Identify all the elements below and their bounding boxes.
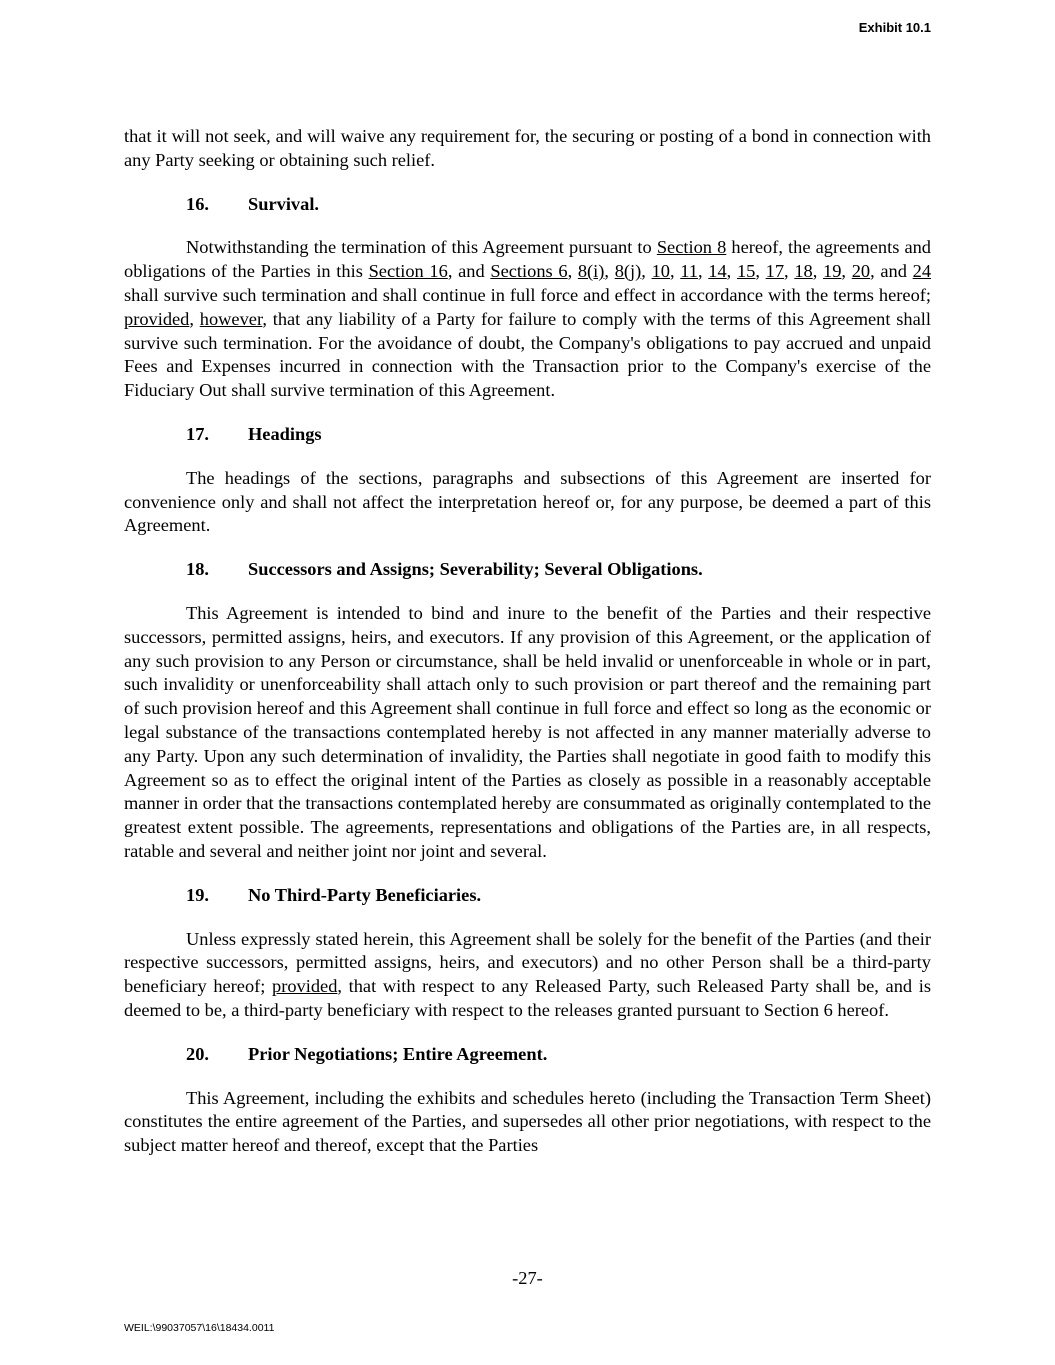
section-reference: Section 8 [656,237,727,258]
text-run: , and [870,261,913,282]
text-run: , [567,261,578,282]
section-title: No Third-Party Beneficiaries. [248,884,482,905]
section-title: Headings [248,423,322,444]
section-19-heading [186,884,931,908]
text-run: , [812,261,824,282]
text-run: , [669,261,681,282]
section-18-heading [186,558,931,582]
section-17-heading [186,423,931,447]
section-reference: 19 [823,261,842,282]
document-body [124,125,931,1178]
section-20-heading [186,1043,931,1067]
text-run: hereof, the agreements and obligations of the Parties in this [124,237,931,282]
section-number: 16. [186,193,209,214]
section-17-paragraph: The headings of the sections, paragraphs and subsections of this Agreement are inserted for convenience only and shall not affect the interpretation hereof or, for any purpose, be deemed a part of this Agreement. [124,467,931,536]
section-19-paragraph [124,928,931,1023]
section-number: 17. [186,423,209,444]
text-run: , [641,261,652,282]
section-number: 18. [186,559,209,580]
exhibit-label: Exhibit 10.1 [858,20,931,35]
section-18-paragraph: This Agreement is intended to bind and inure to the benefit of the Parties and their respective successors, permitted assigns, heirs, and executors. If any provision of this Agreement, or the application of any such provision to any Person or circumstance, shall be held invalid or unenforceable in whole or in part, such invalidity or unenforceability shall attach only to such provision or part thereof and the remaining part of such provision hereof and this Agreement shall continue in full force and effect so long as the economic or legal substance of the transactions contemplated hereby is not affected in any manner materially adverse to any Party. Upon any such determination of invalidity, the Parties shall negotiate in good faith to modify this Agreement so as to effect the original intent of the Parties as closely as possible in a reasonably acceptable manner in order that the transactions contemplated hereby are consummated as originally contemplated to the greatest extent possible. The agreements, representations and obligations of the Parties are, in all respects, ratable and several and neither joint nor joint and several. [124,602,931,861]
emphasis-term: however [199,308,263,329]
emphasis-term: provided [272,976,338,997]
section-reference: 17 [765,261,785,282]
text-run: , and [447,261,491,282]
text-run: , [755,261,766,282]
section-16-heading [186,193,931,217]
section-20-paragraph: This Agreement, including the exhibits and schedules hereto (including the Transaction Term Sheet) constitutes the entire agreement of the Parties, and supersedes all other prior negotiations, with respect to the subject matter hereof and thereof, except that the Parties [124,1087,931,1156]
section-title: Prior Negotiations; Entire Agreement. [248,1043,548,1064]
text-run: , [189,308,200,329]
text-run: , [726,261,737,282]
section-reference: 8(j) [614,261,642,282]
section-title: Successors and Assigns; Severability; Several Obligations. [248,559,703,580]
text-run: , [604,261,615,282]
section-title: Survival. [248,193,320,214]
text-run: , [841,261,852,282]
section-reference: Section 16 [368,261,448,282]
section-reference: 24 [912,261,932,282]
text-run: , [697,261,709,282]
text-run: , [784,261,795,282]
section-reference: 14 [708,261,727,282]
document-code: WEIL:\99037057\16\18434.0011 [124,1322,275,1334]
section-reference: Sections 6 [490,261,568,282]
text-run: shall survive such termination and shall continue in full force and effect in accordance with the terms hereof; [124,284,931,305]
section-16-paragraph [124,236,931,403]
section-reference: 15 [736,261,756,282]
section-reference: 20 [851,261,871,282]
section-reference: 11 [680,261,698,282]
page-number: -27- [512,1268,543,1288]
section-number: 19. [186,884,209,905]
emphasis-term: provided [124,308,190,329]
section-number: 20. [186,1043,209,1064]
section-reference: 18 [794,261,813,282]
intro-paragraph: that it will not seek, and will waive any requirement for, the securing or posting of a bond in connection with any Party seeking or obtaining such relief. [124,126,931,170]
text-run: Unless expressly stated herein, this Agreement shall be solely for the benefit of the Parties (and their respective successors, permitted assigns, heirs, and executors) and no other Person shall be a third-party beneficiary hereof; [124,928,931,997]
section-reference: 10 [651,261,670,282]
section-reference: 8(i) [577,261,605,282]
text-run: , that any liability of a Party for failure to comply with the terms of this Agreement shall survive such termination. For the avoidance of doubt, the Company's obligations to pay accrued and unpaid Fees and Expenses incurred in connection with the Transaction prior to the Company's exercise of the Fiduciary Out shall survive termination of this Agreement. [124,308,931,401]
text-run: , that with respect to any Released Party, such Released Party shall be, and is deemed to be, a third-party beneficiary with respect to the releases granted pursuant to Section 6 hereof. [124,976,931,1020]
text-run: Notwithstanding the termination of this Agreement pursuant to [186,237,657,258]
